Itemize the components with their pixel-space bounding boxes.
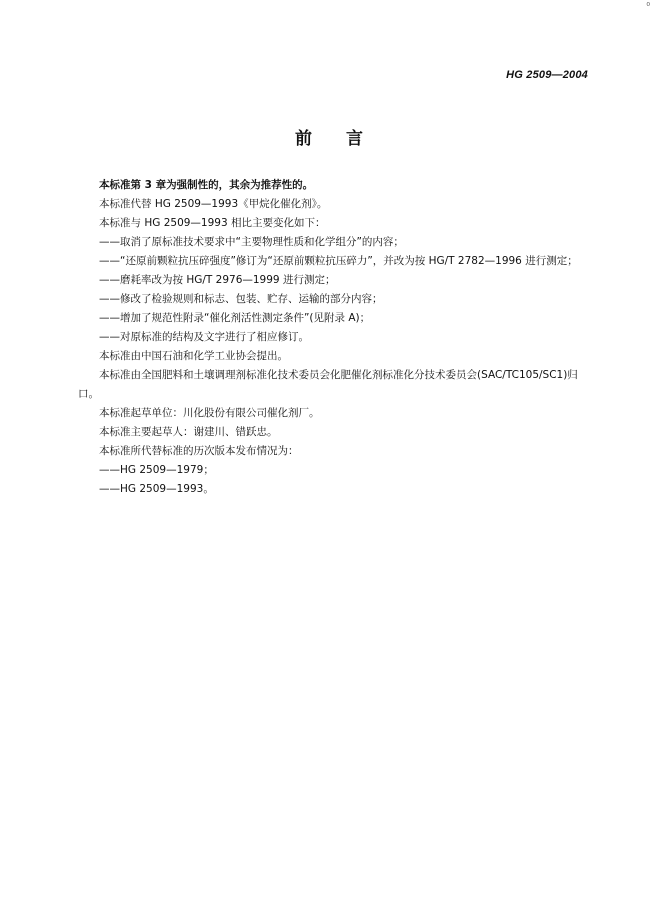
paragraph-drafters: 本标准主要起草人：谢建川、错跃忠。 [99,426,278,438]
change-item-text: 对原标准的结构及文字进行了相应修订。 [120,331,309,343]
paragraph-changes-intro: 本标准与 HG 2509—1993 相比主要变化如下： [99,217,326,229]
change-item [78,290,594,309]
item-dash: —— [99,483,120,495]
standard-number: HG 2509—2004 [506,69,588,81]
item-dash: —— [99,293,120,305]
change-item [78,309,594,328]
corner-mark: ⁰ [646,2,650,12]
item-dash: —— [99,312,120,324]
change-item-text: 增加了规范性附录“催化剂活性测定条件”(见附录 A)； [120,312,371,324]
item-dash: —— [99,331,120,343]
history-item [78,480,594,499]
history-item-text: HG 2509—1979； [120,464,214,476]
item-dash: —— [99,274,120,286]
page-title: 前言 [295,129,397,149]
change-item [78,328,594,347]
change-item-text: 修改了检验规则和标志、包装、贮存、运输的部分内容； [120,293,383,305]
change-item-text: “还原前颗粒抗压碎强度”修订为“还原前颗粒抗压碎力”，并改为按 HG/T 2782—1996 进行测定； [120,255,578,267]
item-dash: —— [99,464,120,476]
history-item [78,461,594,480]
foreword-body [78,176,594,499]
paragraph-drafting-unit: 本标准起草单位：川化股份有限公司催化剂厂。 [99,407,320,419]
change-item [78,252,594,271]
change-item-text: 磨耗率改为按 HG/T 2976—1999 进行测定； [120,274,336,286]
paragraph-history-intro: 本标准所代替标准的历次版本发布情况为： [99,445,299,457]
history-item-text: HG 2509—1993。 [120,483,214,495]
paragraph-replaces: 本标准代替 HG 2509—1993《甲烷化催化剂》。 [99,198,328,210]
change-item [78,233,594,252]
item-dash: —— [99,255,120,267]
paragraph-mandatory: 本标准第 3 章为强制性的，其余为推荐性的。 [99,179,314,191]
change-item-text: 取消了原标准技术要求中“主要物理性质和化学组分”的内容； [120,236,404,248]
change-item [78,271,594,290]
paragraph-proposer: 本标准由中国石油和化学工业协会提出。 [99,350,288,362]
paragraph-committee: 本标准由全国肥料和土壤调理剂标准化技术委员会化肥催化剂标准化分技术委员会(SAC/TC105/SC1)归口。 [78,369,578,400]
item-dash: —— [99,236,120,248]
